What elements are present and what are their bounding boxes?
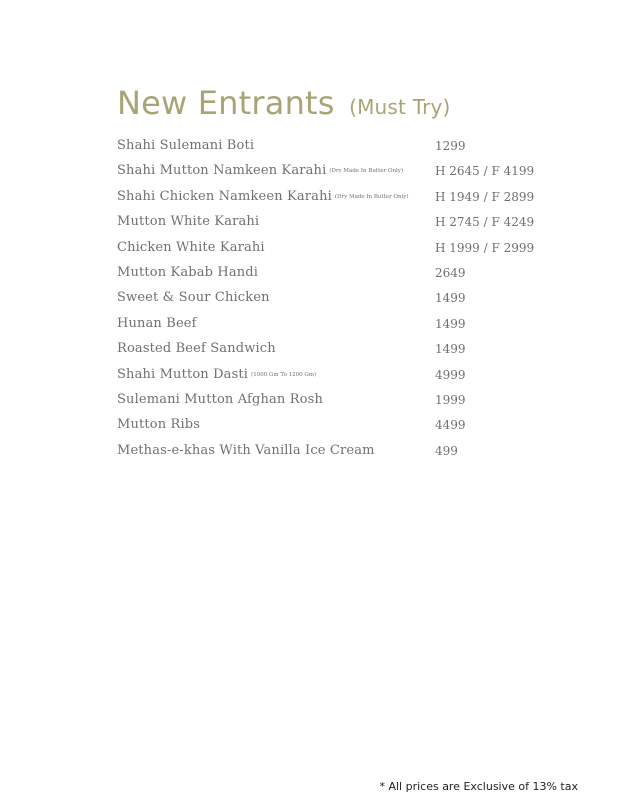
page-title (117, 84, 451, 122)
menu-item-price: 1499 (435, 342, 466, 357)
menu-item-name: Sulemani Mutton Afghan Rosh (117, 391, 323, 407)
menu-item-price: 1499 (435, 291, 466, 306)
menu-item (117, 240, 557, 265)
menu-item-price: H 1949 / F 2899 (435, 189, 535, 204)
menu-item-price: 4999 (435, 367, 466, 382)
menu-item-price: H 2645 / F 4199 (435, 164, 535, 179)
title-text: New Entrants (117, 84, 335, 122)
menu-item (117, 290, 557, 315)
menu-item-price: H 2745 / F 4249 (435, 215, 535, 230)
menu-item (117, 163, 557, 188)
menu-item-name: Roasted Beef Sandwich (117, 341, 276, 357)
menu-item (117, 189, 557, 214)
menu-item-name: Mutton Ribs (117, 417, 201, 433)
menu-item-price: 2649 (435, 265, 466, 280)
menu-item-price: 1999 (435, 392, 466, 407)
menu-item (117, 392, 557, 417)
menu-item-name: Methas-e-khas With Vanilla Ice Cream (117, 442, 375, 458)
menu-item-price: 4499 (435, 418, 466, 433)
menu-item (117, 214, 557, 239)
menu-item (117, 341, 557, 366)
menu-item (117, 316, 557, 341)
menu-item-name: Shahi Mutton Dasti (117, 366, 249, 382)
menu-item-price: 1299 (435, 139, 466, 153)
title-subtitle: (Must Try) (349, 95, 451, 119)
menu-item-note: (Dry Made In Butter Only) (329, 168, 404, 175)
menu-item (117, 443, 557, 468)
menu-item-name: Shahi Sulemani Boti (117, 138, 255, 153)
menu-item-name: Mutton Kabab Handi (117, 264, 259, 280)
menu-item-name: Shahi Chicken Namkeen Karahi (117, 188, 332, 204)
menu-item-name: Mutton White Karahi (117, 214, 260, 230)
menu-item-price: H 1999 / F 2999 (435, 240, 535, 255)
menu-item (117, 138, 557, 163)
tax-footnote: * All prices are Exclusive of 13% tax (379, 780, 578, 793)
menu-item-name: Sweet & Sour Chicken (117, 290, 270, 306)
menu-item-note: (1000 Gm To 1200 Gm) (251, 371, 317, 378)
menu-list (117, 138, 557, 468)
menu-item-price: 499 (435, 443, 458, 458)
menu-item-price: 1499 (435, 316, 466, 331)
menu-item-name: Hunan Beef (117, 315, 197, 331)
menu-item-name: Chicken White Karahi (117, 239, 265, 255)
menu-item-name: Shahi Mutton Namkeen Karahi (117, 163, 327, 179)
menu-item (117, 417, 557, 442)
menu-item (117, 367, 557, 392)
menu-item-note: (Dry Made In Butter Only) (334, 193, 409, 200)
menu-item (117, 265, 557, 290)
